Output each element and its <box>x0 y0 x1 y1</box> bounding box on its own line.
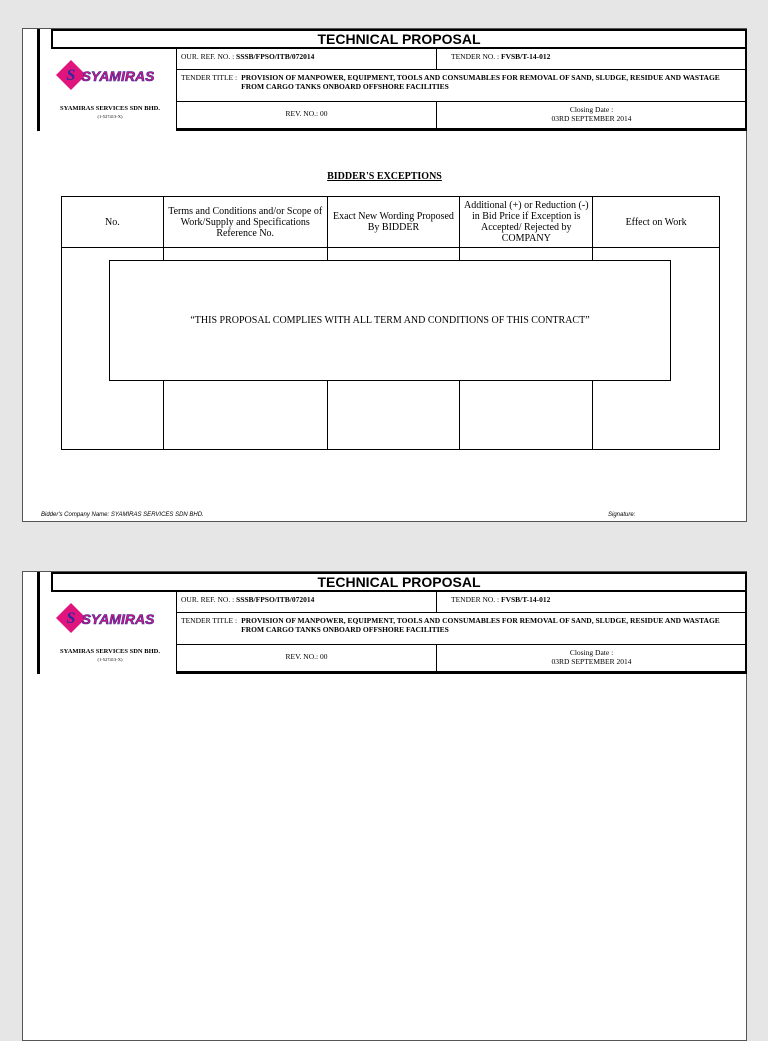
section-title: BIDDER'S EXCEPTIONS <box>327 171 442 182</box>
company-reg: (1-527413-X) <box>97 657 123 662</box>
header-info-grid <box>176 49 747 131</box>
closing-date-cell <box>437 102 746 128</box>
table-header-row <box>62 197 720 248</box>
page-footer <box>23 512 746 521</box>
closing-date-label: Closing Date : <box>569 105 614 114</box>
tender-no-value: FVSB/T-14-012 <box>501 595 551 604</box>
footer-company-name: Bidder's Company Name: SYAMIRAS SERVICES SDN BHD. <box>41 512 204 518</box>
our-ref-value: SSSB/FPSO/ITB/072014 <box>236 595 315 604</box>
svg-text:S: S <box>66 610 76 627</box>
column-header-new-wording: Exact New Wording Proposed By BIDDER <box>327 197 460 248</box>
our-ref-cell <box>177 49 437 70</box>
closing-date-label: Closing Date : <box>569 648 614 657</box>
document-page-2 <box>22 571 747 1041</box>
closing-date-cell <box>437 645 746 671</box>
company-name <box>40 648 180 664</box>
company-name <box>40 105 180 121</box>
tender-title-value: PROVISION OF MANPOWER, EQUIPMENT, TOOLS AND CONSUMABLES FOR REMOVAL OF SAND, SLUDGE, RESIDUE AND WASTAGE FROM CARGO TANKS ONBOARD OFFSHORE FACILITIES <box>241 73 720 91</box>
company-logo <box>54 58 154 92</box>
header-title: TECHNICAL PROPOSAL <box>51 572 747 592</box>
company-reg: (1-527413-X) <box>97 114 123 119</box>
company-name-text: SYAMIRAS SERVICES SDN BHD. <box>60 105 160 112</box>
tender-title-cell <box>177 613 746 645</box>
our-ref-cell <box>177 592 437 613</box>
svg-text:S: S <box>66 67 76 84</box>
column-header-no: No. <box>62 197 164 248</box>
svg-text:SYAMIRAS: SYAMIRAS <box>81 68 154 84</box>
tender-title-label: TENDER TITLE : <box>181 616 238 625</box>
compliance-statement: “THIS PROPOSAL COMPLIES WITH ALL TERM AND CONDITIONS OF THIS CONTRACT” <box>190 315 590 326</box>
column-header-reference: Terms and Conditions and/or Scope of Work/Supply and Specifications Reference No. <box>163 197 327 248</box>
tender-title-value: PROVISION OF MANPOWER, EQUIPMENT, TOOLS AND CONSUMABLES FOR REMOVAL OF SAND, SLUDGE, RESIDUE AND WASTAGE FROM CARGO TANKS ONBOARD OFFSHORE FACILITIES <box>241 616 720 634</box>
our-ref-value: SSSB/FPSO/ITB/072014 <box>236 52 315 61</box>
tender-title-cell <box>177 70 746 102</box>
compliance-statement-box <box>109 260 671 381</box>
proposal-header <box>37 29 747 131</box>
our-ref-label: OUR. REF. NO. : <box>181 595 235 604</box>
tender-no-value: FVSB/T-14-012 <box>501 52 551 61</box>
column-header-effect: Effect on Work <box>593 197 720 248</box>
company-logo-block <box>40 49 176 131</box>
company-logo-block <box>40 592 176 674</box>
tender-no-cell <box>437 49 746 70</box>
company-logo <box>54 601 154 635</box>
footer-signature: Signature: <box>608 512 636 518</box>
tender-no-label: TENDER NO. : <box>451 595 500 604</box>
column-header-bid-price: Additional (+) or Reduction (-) in Bid Price if Exception is Accepted/ Rejected by COMPANY <box>460 197 593 248</box>
our-ref-label: OUR. REF. NO. : <box>181 52 235 61</box>
closing-date-value: 03RD SEPTEMBER 2014 <box>551 657 632 666</box>
rev-no-cell: REV. NO.: 00 <box>177 102 437 128</box>
rev-no-cell: REV. NO.: 00 <box>177 645 437 671</box>
company-name-text: SYAMIRAS SERVICES SDN BHD. <box>60 648 160 655</box>
svg-text:SYAMIRAS: SYAMIRAS <box>81 611 154 627</box>
tender-title-label: TENDER TITLE : <box>181 73 238 82</box>
tender-no-label: TENDER NO. : <box>451 52 500 61</box>
tender-no-cell <box>437 592 746 613</box>
closing-date-value: 03RD SEPTEMBER 2014 <box>551 114 632 123</box>
proposal-header <box>37 572 747 674</box>
document-page-1 <box>22 28 747 522</box>
header-info-grid <box>176 592 747 674</box>
header-title: TECHNICAL PROPOSAL <box>51 29 747 49</box>
